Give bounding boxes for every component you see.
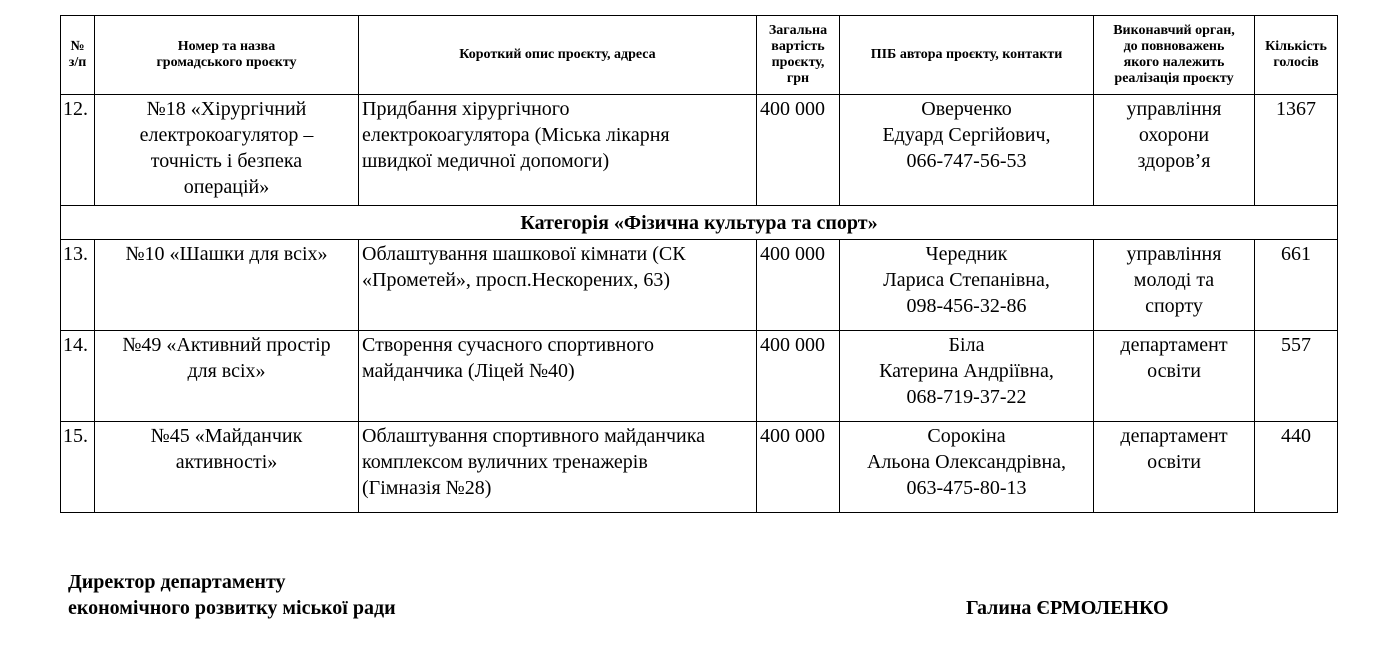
project-name: №49 «Активний простір для всіх» [95,331,359,422]
project-author: Оверченко Едуард Сергійович, 066-747-56-53 [840,95,1094,206]
table-row [61,422,1338,513]
project-name: №18 «Хірургічний електрокоагулятор – точність і безпека операцій» [95,95,359,206]
project-votes: 440 [1255,422,1338,513]
project-name: №45 «Майданчик активності» [95,422,359,513]
project-cost: 400 000 [757,331,840,422]
project-executor: управління молоді та спорту [1094,240,1255,331]
project-executor: управління охорони здоров’я [1094,95,1255,206]
project-votes: 557 [1255,331,1338,422]
table-header-row [61,16,1338,95]
projects-table [60,15,1338,513]
table-row [61,331,1338,422]
category-title: Категорія «Фізична культура та спорт» [61,206,1338,240]
project-author: Чередник Лариса Степанівна, 098-456-32-86 [840,240,1094,331]
header-project: Номер та назва громадського проєкту [95,16,359,95]
header-author: ПІБ автора проєкту, контакти [840,16,1094,95]
header-number: № з/п [61,16,95,95]
signature-name: Галина ЄРМОЛЕНКО [966,597,1169,619]
row-number: 13. [61,240,95,331]
signature-position: Директор департаменту економічного розвитку міської ради [68,571,396,619]
project-description: Облаштування шашкової кімнати (СК «Прометей», просп.Нескорених, 63) [359,240,757,331]
project-executor: департамент освіти [1094,422,1255,513]
category-row [61,206,1338,240]
project-author: Сорокіна Альона Олександрівна, 063-475-80-13 [840,422,1094,513]
header-cost: Загальна вартість проєкту, грн [757,16,840,95]
project-votes: 661 [1255,240,1338,331]
project-description: Придбання хірургічного електрокоагулятора (Міська лікарня швидкої медичної допомоги) [359,95,757,206]
project-cost: 400 000 [757,240,840,331]
row-number: 12. [61,95,95,206]
header-executor: Виконавчий орган, до повноважень якого належить реалізація проєкту [1094,16,1255,95]
table-row [61,240,1338,331]
row-number: 14. [61,331,95,422]
project-votes: 1367 [1255,95,1338,206]
table-row [61,95,1338,206]
project-executor: департамент освіти [1094,331,1255,422]
project-cost: 400 000 [757,422,840,513]
row-number: 15. [61,422,95,513]
project-description: Облаштування спортивного майданчика комплексом вуличних тренажерів (Гімназія №28) [359,422,757,513]
project-description: Створення сучасного спортивного майданчика (Ліцей №40) [359,331,757,422]
header-description: Короткий опис проєкту, адреса [359,16,757,95]
header-votes: Кількість голосів [1255,16,1338,95]
project-author: Біла Катерина Андріївна, 068-719-37-22 [840,331,1094,422]
project-cost: 400 000 [757,95,840,206]
project-name: №10 «Шашки для всіх» [95,240,359,331]
